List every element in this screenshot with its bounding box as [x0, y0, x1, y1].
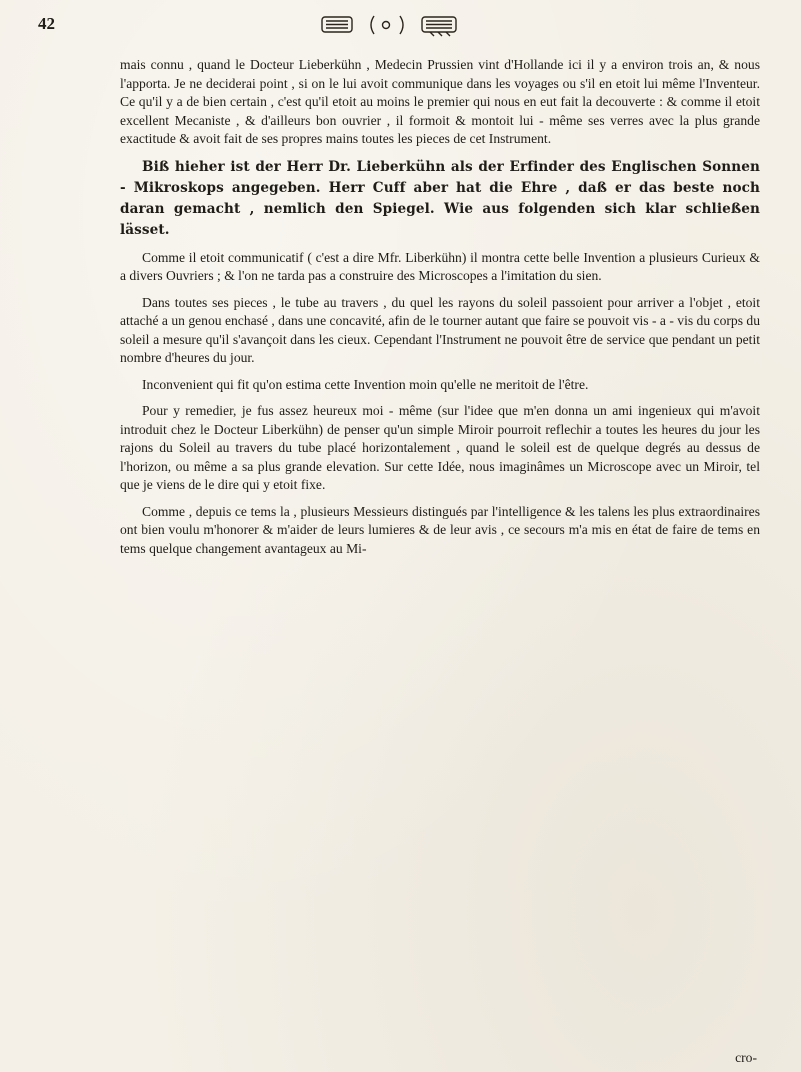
- paragraph: Dans toutes ses pieces , le tube au travers , du quel les rayons du soleil passoient pour arriver a l'objet , etoit attaché a un genou enchasé , dans une concavité, afin de le tourner autant que faire se pouvoit vis - a - vis du corps du soleil a mesure qu'il s'avançoit dans les cieux. Cependant l'Instrument ne pouvoit être de service que pendant un petit nombre d'heures du jour.: [120, 294, 760, 365]
- paragraph-german: Biß hieher ist der Herr Dr. Lieberkühn als der Erfinder des Englischen Sonnen - Mikroskops angegeben. Herr Cuff aber hat die Ehre , daß er das beste noch daran gemacht , nemlich den Spiegel. Wie aus folgenden sich klar schließen lässet.: [120, 158, 760, 238]
- catchword: cro-: [735, 1050, 757, 1065]
- paragraph: Comme , depuis ce tems la , plusieurs Messieurs distingués par l'intelligence & les talens les plus extraordinaires ont bien voulu m'honorer & m'aider de leurs lumieres & de leur avis , ce secours m'a mis en état de faire de tems en tems quelque changement avantageux au Mi-: [120, 503, 760, 556]
- page-number: 42: [38, 14, 55, 33]
- body-text: [120, 56, 760, 566]
- ornament-icon: [318, 12, 464, 38]
- paragraph: Comme il etoit communicatif ( c'est a dire Mfr. Liberkühn) il montra cette belle Invention a plusieurs Curieux & a divers Ouvriers ; & l'on ne tarda pas a construire des Microscopes a l'imitation du sien.: [120, 249, 760, 283]
- paragraph: Pour y remedier, je fus assez heureux moi - même (sur l'idee que m'en donna un ami ingenieux qui m'avoit introduit chez le Docteur Liberkühn) de penser qu'un simple Miroir pourroit reflechir a toutes les heures du jour les rajons du Soleil au travers du tube placé horizontalement , quand le soleil est de quelque degrés au dessus de l'horizon, ou même a sa plus grande elevation. Sur cette Idée, nous imaginâmes un Microscope avec un Miroir, tel que je viens de le dire qui y etoit fixe.: [120, 403, 760, 492]
- paragraph-continuation: mais connu , quand le Docteur Lieberkühn , Medecin Prussien vint d'Hollande ici il y a environ trois an, & nous l'apporta. Je ne deciderai point , si on le lui avoit communique dans les voyages ou s'il en etoit lui même l'Inventeur. Ce qu'il y a de bien certain , c'est qu'il etoit au moins le premier qui nous en eut fait la decouverte : & comme il etoit excellent Mecaniste , & d'ailleurs bon ouvrier , il formoit & montoit lui - même ses verres avec la plus grande exactitude & avoit fait de ses propres mains toutes les pieces de cet Instrument.: [120, 57, 760, 146]
- paragraph: Inconvenient qui fit qu'on estima cette Invention moin qu'elle ne meritoit de l'être.: [142, 376, 589, 392]
